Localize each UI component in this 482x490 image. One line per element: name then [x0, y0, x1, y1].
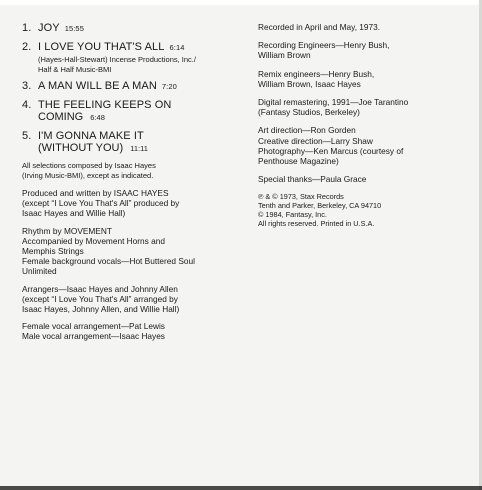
special-thanks: Special thanks—Paula Grace [258, 174, 367, 185]
track-number: 2. [22, 41, 32, 53]
track-title: JOY [38, 22, 60, 34]
track-title: I LOVE YOU THAT'S ALL [38, 41, 165, 53]
track-duration: 15:55 [64, 24, 84, 33]
track-4 [22, 99, 247, 124]
track-number: 5. [22, 130, 32, 142]
track-duration: 11:11 [130, 144, 148, 153]
track-title: THE FEELING KEEPS ON [38, 99, 172, 111]
track-title-continued: (WITHOUT YOU) [38, 142, 124, 154]
scan-edge-bottom [0, 486, 482, 490]
rhythm-credit: Rhythm by MOVEMENT Accompanied by Movement Horns and Memphis Strings Female background vocals—Hot Buttered Soul Unlimited [22, 225, 195, 277]
track-duration: 6:48 [90, 113, 105, 122]
producer-credit: Produced and written by ISAAC HAYES (except “I Love You That's All” produced by Isaac Hayes and Willie Hall) [22, 188, 180, 219]
left-column [22, 22, 247, 349]
track-duration: 6:14 [169, 43, 185, 52]
art-direction-credit: Art direction—Ron Gorden Creative direction—Larry Shaw Photography—Ken Marcus (courtesy of Penthouse Magazine) [258, 125, 404, 167]
track-number: 3. [22, 80, 32, 92]
recording-engineers-credit: Recording Engineers—Henry Bush, William Brown [258, 40, 390, 61]
track-number: 4. [22, 99, 32, 111]
vocal-arrangement-credit: Female vocal arrangement—Pat Lewis Male vocal arrangement—Isaac Hayes [22, 321, 165, 342]
digital-remastering-credit: Digital remastering, 1991—Joe Tarantino (Fantasy Studios, Berkeley) [258, 97, 409, 118]
scan-edge-top [0, 0, 482, 5]
track-3 [22, 80, 247, 93]
recording-date: Recorded in April and May, 1973. [258, 22, 381, 32]
track-title-continued: COMING [38, 111, 84, 123]
copyright-notice: ℗ & © 1973, Stax Records Tenth and Parker, Berkeley, CA 94710 © 1984, Fantasy, Inc. All rights reserved. Printed in U.S.A. [258, 192, 382, 229]
track-title: I'M GONNA MAKE IT [38, 130, 144, 142]
track-5 [22, 130, 247, 155]
composer-note: All selections composed by Isaac Hayes (Irving Music-BMI), except as indicated. [22, 161, 156, 180]
track-2 [22, 41, 247, 74]
arrangers-credit: Arrangers—Isaac Hayes and Johnny Allen (except “I Love You That's All” arranged by Isaac Hayes, Johnny Allen, and Willie Hall) [22, 283, 180, 315]
right-column [258, 22, 478, 228]
track-credit: (Hayes-Hall-Stewart) Incense Productions, Inc./ Half & Half Music-BMI [38, 55, 196, 74]
remix-engineers-credit: Remix engineers—Henry Bush, William Brown, Isaac Hayes [258, 68, 375, 89]
track-number: 1. [22, 22, 32, 34]
track-title: A MAN WILL BE A MAN [38, 80, 157, 92]
track-duration: 7:20 [161, 82, 177, 91]
track-1 [22, 22, 247, 35]
